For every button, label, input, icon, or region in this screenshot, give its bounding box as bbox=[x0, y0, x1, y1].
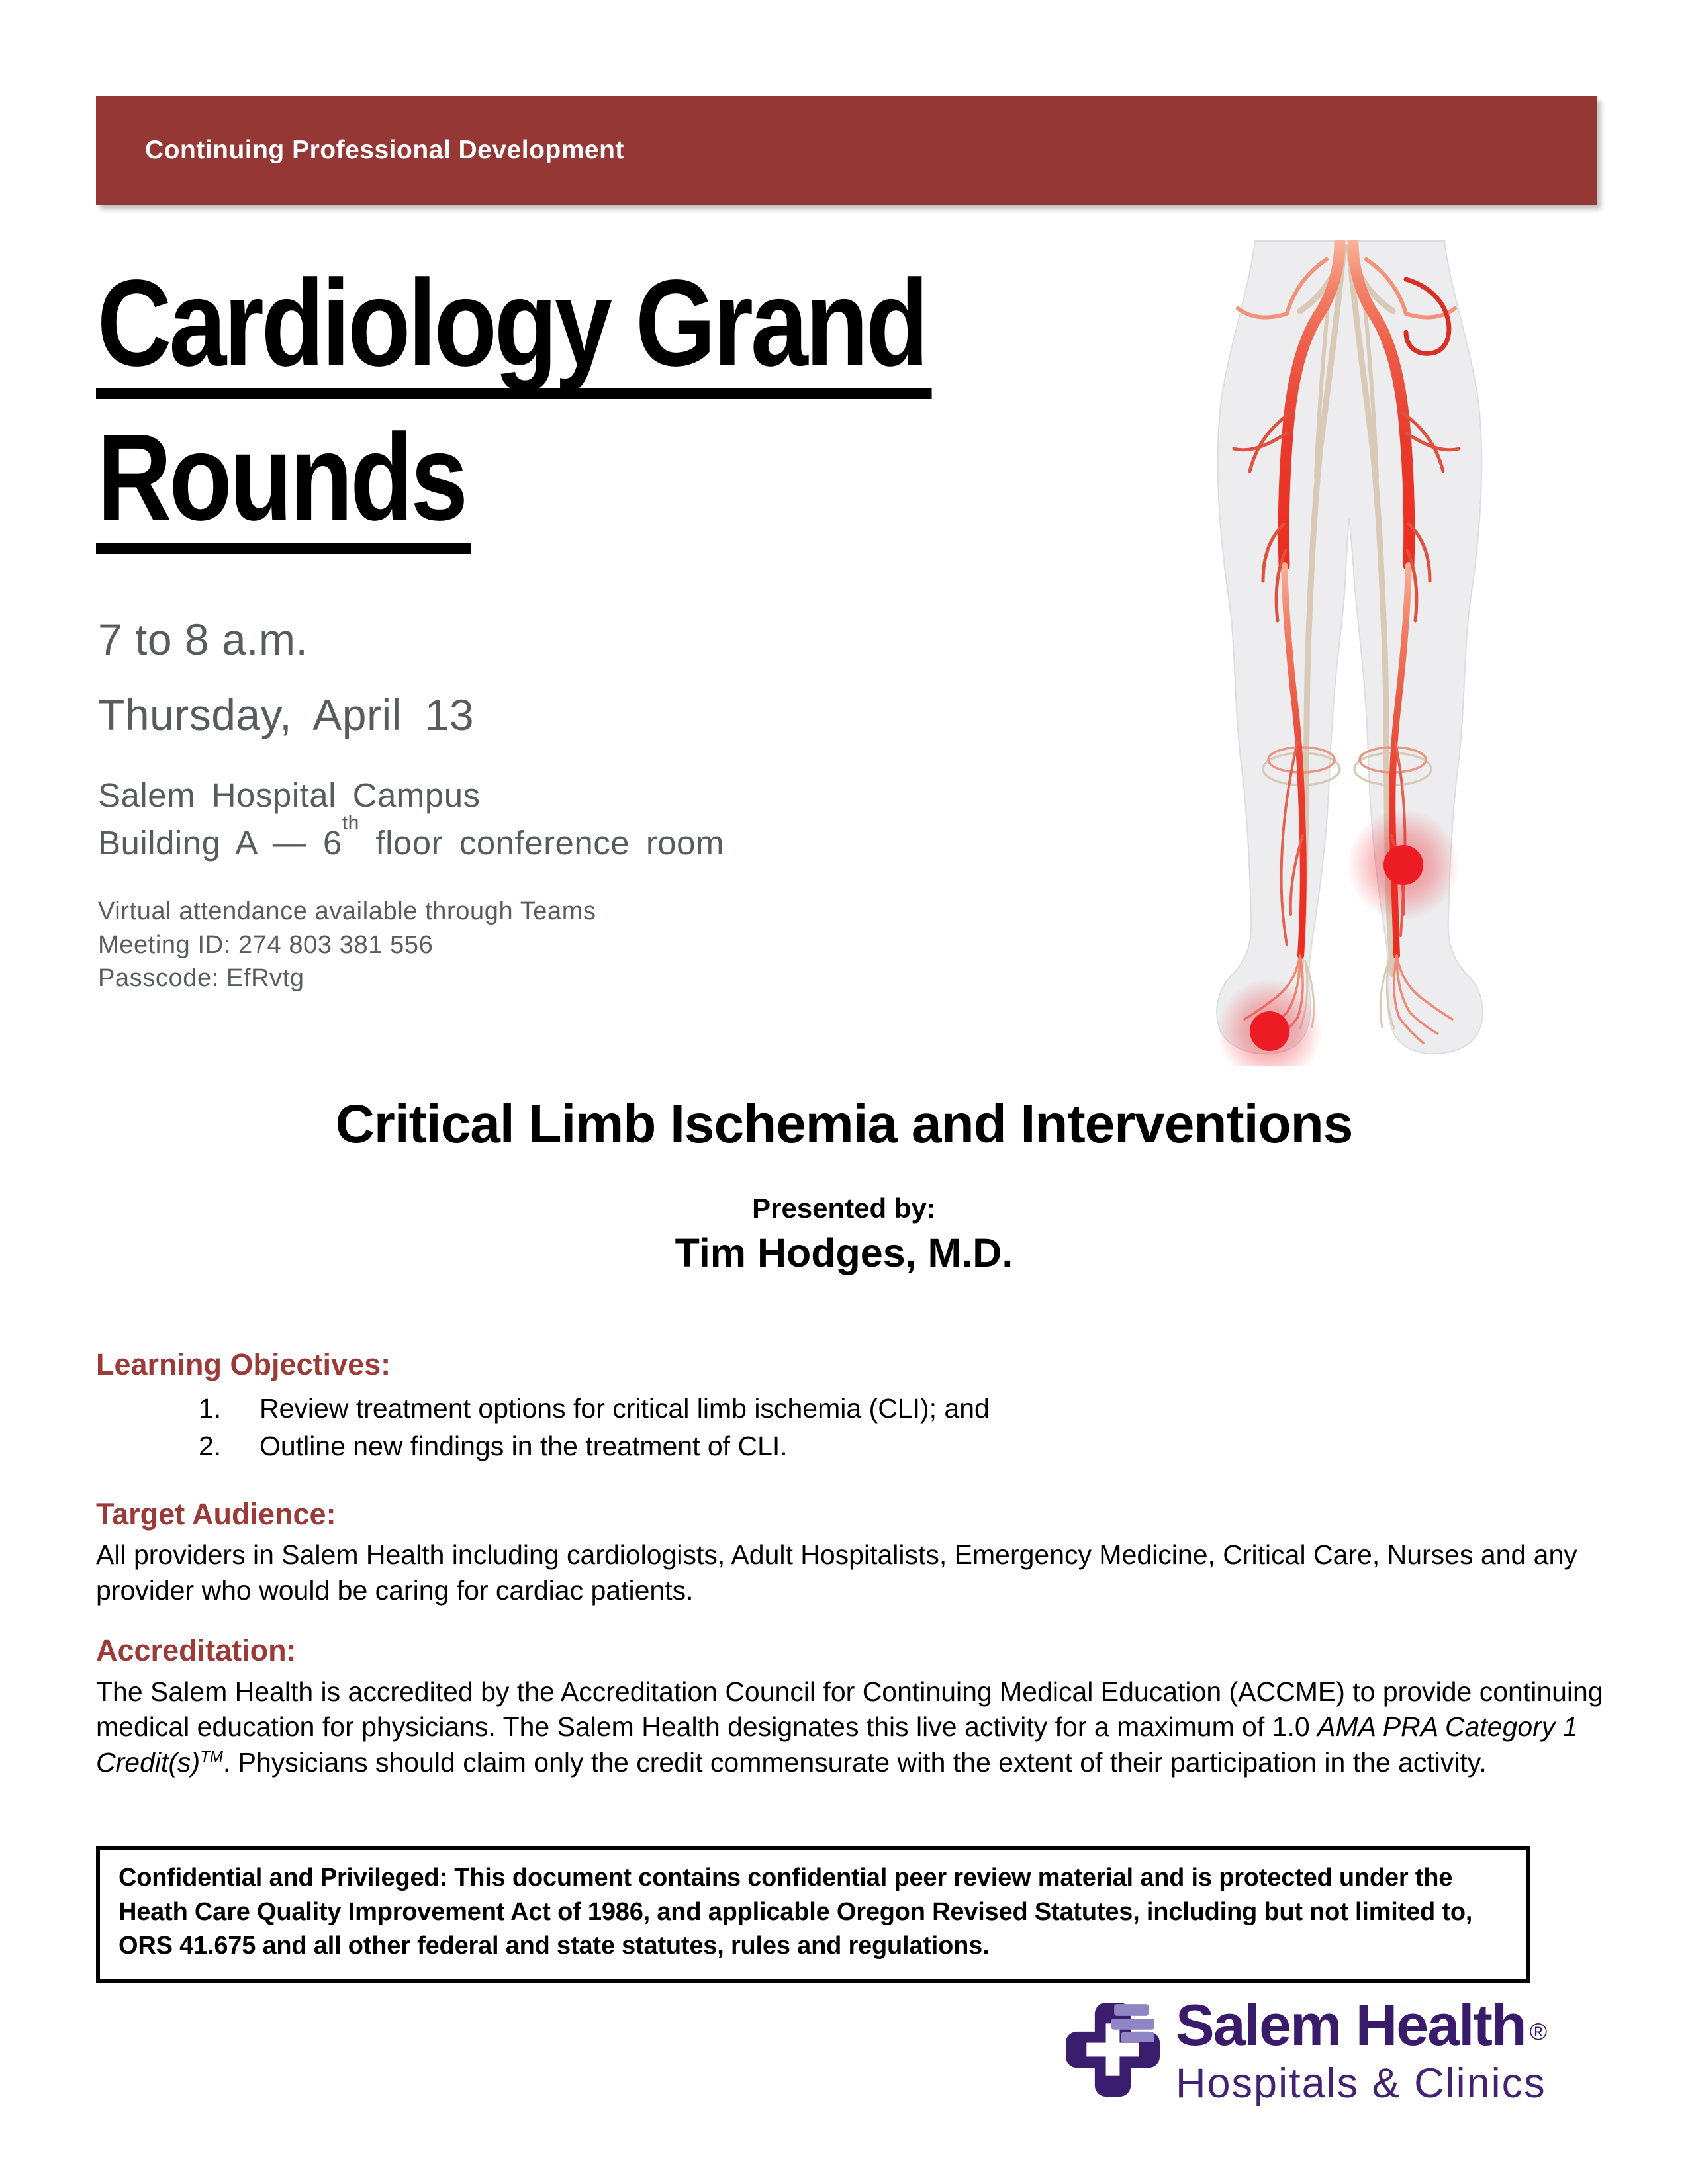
logo-text-block bbox=[1176, 1992, 1548, 2107]
confidential-notice-box bbox=[96, 1846, 1530, 1983]
event-time: 7 to 8 a.m. bbox=[98, 615, 308, 664]
building-ordinal-sup: th bbox=[342, 812, 359, 834]
virtual-attendance-line: Virtual attendance available through Teams bbox=[98, 897, 596, 925]
event-campus: Salem Hospital Campus bbox=[98, 776, 481, 814]
building-text-suffix: floor conference room bbox=[359, 824, 725, 862]
logo-tagline: Hospitals & Clinics bbox=[1176, 2060, 1546, 2107]
target-audience-heading: Target Audience: bbox=[96, 1497, 336, 1531]
list-item-text: Review treatment options for critical limb ischemia (CLI); and bbox=[259, 1393, 990, 1424]
registered-mark: ® bbox=[1529, 2018, 1548, 2045]
list-item bbox=[199, 1428, 990, 1465]
blockage-dot-foot bbox=[1250, 1011, 1289, 1051]
trademark-sup: TM bbox=[200, 1747, 223, 1766]
accreditation-body bbox=[96, 1674, 1612, 1780]
legs-arteries-illustration bbox=[1170, 240, 1523, 1066]
title-line-2: Rounds bbox=[96, 414, 471, 553]
credit-designation-italic: AMA PRA Category 1 Credit(s) bbox=[96, 1711, 1578, 1778]
presenter-name: Tim Hodges, M.D. bbox=[675, 1230, 1013, 1275]
session-title: Critical Limb Ischemia and Interventions bbox=[335, 1094, 1353, 1154]
virtual-attendance-block bbox=[98, 895, 596, 995]
confidential-notice-text: Confidential and Privileged: This document contains confidential peer review material and is protected under the Heath Care Quality Improvement Act of 1986, and applicable Oregon Revised Statutes, including but not limited to, ORS 41.675 and all other federal and state statutes, rules and regulations. bbox=[118, 1864, 1473, 1960]
list-item-number: 1. bbox=[199, 1393, 222, 1424]
banner-label: Continuing Professional Development bbox=[145, 136, 624, 164]
blockage-dot-knee bbox=[1383, 845, 1423, 885]
title-line-1: Cardiology Grand bbox=[96, 259, 931, 399]
event-building bbox=[98, 812, 725, 862]
building-text: Building A — 6 bbox=[98, 824, 342, 862]
target-audience-body: All providers in Salem Health including cardiologists, Adult Hospitalists, Emergency Medicine, Critical Care, Nurses and any provider who would be caring for cardiac patients. bbox=[96, 1539, 1577, 1606]
meeting-id-line: Meeting ID: 274 803 381 556 bbox=[98, 931, 434, 959]
title-row-1 bbox=[96, 255, 931, 399]
accreditation-text-2: . Physicians should claim only the credit commensurate with the extent of their participation in the activity. bbox=[222, 1747, 1487, 1778]
accreditation-heading: Accreditation: bbox=[96, 1633, 297, 1667]
salem-health-cross-icon bbox=[1066, 2003, 1160, 2097]
title-row-2 bbox=[96, 409, 931, 553]
event-date: Thursday, April 13 bbox=[98, 690, 475, 739]
logo-name: Salem Health bbox=[1176, 1992, 1526, 2058]
page-title bbox=[96, 255, 931, 554]
banner bbox=[96, 96, 1597, 205]
learning-objectives-list bbox=[199, 1390, 990, 1465]
accreditation-text: The Salem Health is accredited by the Accreditation Council for Continuing Medical Education (ACCME) to provide continuing medical education for physicians. The Salem Health designates this live activity for a maximum of 1.0 bbox=[96, 1676, 1603, 1743]
list-item-text: Outline new findings in the treatment of CLI. bbox=[259, 1430, 788, 1461]
learning-objectives-heading: Learning Objectives: bbox=[96, 1347, 391, 1381]
passcode-line: Passcode: EfRvtg bbox=[98, 964, 305, 993]
presented-by-label: Presented by: bbox=[752, 1193, 936, 1224]
list-item-number: 2. bbox=[199, 1430, 222, 1461]
salem-health-logo bbox=[1066, 1992, 1548, 2107]
list-item bbox=[199, 1390, 990, 1428]
